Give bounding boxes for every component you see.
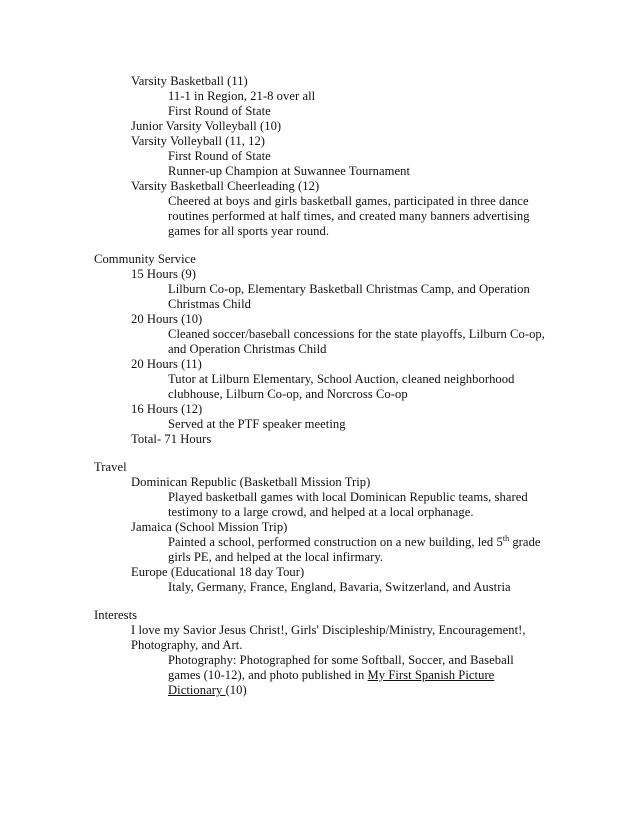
interests-line-1: I love my Savior Jesus Christ!, Girls' Discipleship/Ministry, Encouragement!, — [131, 623, 526, 637]
photography-line-2 — [168, 668, 494, 683]
travel-jamaica-line-2: girls PE, and helped at the local infirmary. — [168, 550, 384, 564]
travel-dominican-title: Dominican Republic (Basketball Mission Trip) — [131, 475, 371, 489]
interests-heading: Interests — [94, 608, 138, 622]
cheerleading-title: Varsity Basketball Cheerleading (12) — [131, 179, 320, 193]
cheerleading-detail-2: routines performed at half times, and created many banners advertising — [168, 209, 530, 223]
photography-line-1: Photography: Photographed for some Softball, Soccer, and Baseball — [168, 653, 514, 667]
travel-jamaica-line-1 — [168, 535, 541, 550]
community-9-line-2: Christmas Child — [168, 297, 251, 311]
book-title-part-1: My First Spanish Picture — [367, 668, 495, 682]
varsity-volleyball-state: First Round of State — [168, 149, 271, 163]
travel-heading: Travel — [94, 460, 127, 474]
travel-jamaica-line-1-text: Painted a school, performed construction on a new building, led 5 — [168, 535, 503, 549]
community-hours-12: 16 Hours (12) — [131, 402, 203, 416]
community-hours-10: 20 Hours (10) — [131, 312, 203, 326]
cheerleading-detail-1: Cheered at boys and girls basketball games, participated in three dance — [168, 194, 529, 208]
varsity-volleyball-title: Varsity Volleyball (11, 12) — [131, 134, 266, 148]
photography-line-3-end: (10) — [225, 683, 247, 697]
photography-line-3 — [168, 683, 247, 698]
jv-volleyball-title: Junior Varsity Volleyball (10) — [131, 119, 282, 133]
ordinal-suffix: th — [502, 533, 510, 543]
photography-line-2-text: games (10-12), and photo published in — [168, 668, 368, 682]
travel-dominican-line-1: Played basketball games with local Dominican Republic teams, shared — [168, 490, 528, 504]
travel-europe-title: Europe (Educational 18 day Tour) — [131, 565, 305, 579]
varsity-basketball-title: Varsity Basketball (11) — [131, 74, 248, 88]
community-service-heading: Community Service — [94, 252, 196, 266]
community-12-line-1: Served at the PTF speaker meeting — [168, 417, 346, 431]
varsity-basketball-state: First Round of State — [168, 104, 271, 118]
community-11-line-1: Tutor at Lilburn Elementary, School Auction, cleaned neighborhood — [168, 372, 515, 386]
interests-line-2: Photography, and Art. — [131, 638, 243, 652]
community-10-line-2: and Operation Christmas Child — [168, 342, 327, 356]
travel-jamaica-line-1-end: grade — [509, 535, 541, 549]
varsity-volleyball-runnerup: Runner-up Champion at Suwannee Tournament — [168, 164, 411, 178]
varsity-basketball-record: 11-1 in Region, 21-8 over all — [168, 89, 316, 103]
community-hours-9: 15 Hours (9) — [131, 267, 196, 281]
book-title-part-2: Dictionary — [168, 683, 226, 697]
community-hours-11: 20 Hours (11) — [131, 357, 202, 371]
travel-jamaica-title: Jamaica (School Mission Trip) — [131, 520, 288, 534]
community-10-line-1: Cleaned soccer/baseball concessions for the state playoffs, Lilburn Co-op, — [168, 327, 545, 341]
community-11-line-2: clubhouse, Lilburn Co-op, and Norcross Co-op — [168, 387, 408, 401]
travel-dominican-line-2: testimony to a large crowd, and helped at a local orphanage. — [168, 505, 474, 519]
community-9-line-1: Lilburn Co-op, Elementary Basketball Christmas Camp, and Operation — [168, 282, 530, 296]
cheerleading-detail-3: games for all sports year round. — [168, 224, 330, 238]
travel-europe-line-1: Italy, Germany, France, England, Bavaria, Switzerland, and Austria — [168, 580, 511, 594]
community-total-hours: Total- 71 Hours — [131, 432, 212, 446]
